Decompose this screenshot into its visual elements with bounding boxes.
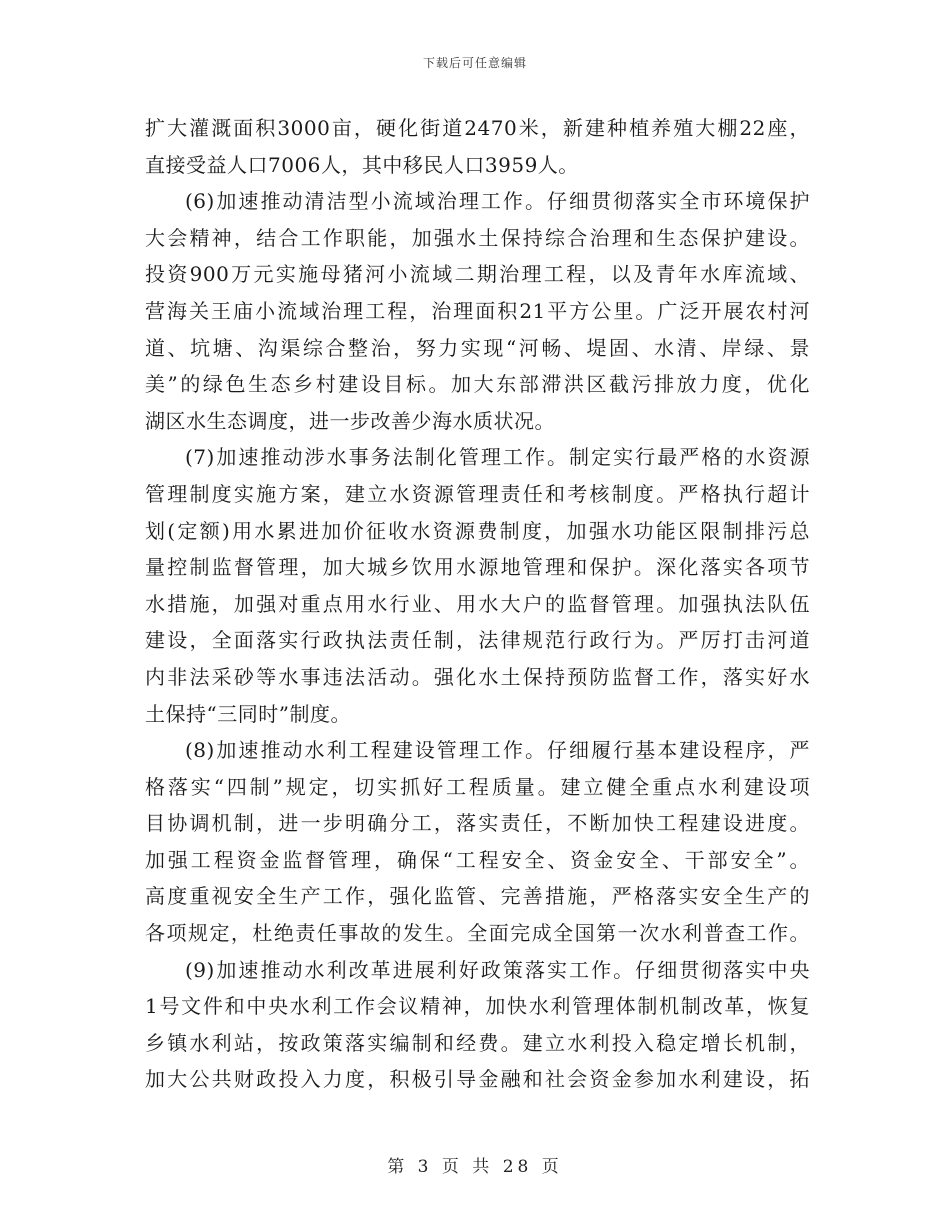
text-line: 量控制监督管理，加大城乡饮用水源地管理和保护。深化落实各项节	[145, 555, 810, 580]
document-body	[145, 110, 810, 1098]
text-line: 格落实“四制”规定，切实抓好工程质量。建立健全重点水利建设项	[145, 774, 810, 799]
text-line: 加强工程资金监督管理，确保“工程安全、资金安全、干部安全”。	[145, 847, 810, 872]
text-line: 湖区水生态调度，进一步改善少海水质状况。	[145, 408, 555, 433]
text-line: 直接受益人口7006人，其中移民人口3959人。	[145, 152, 579, 177]
text-line: 划(定额)用水累进加价征收水资源费制度，加强水功能区限制排污总	[145, 518, 810, 543]
page-header: 下载后可任意编辑	[422, 56, 527, 70]
text-line: 水措施，加强对重点用水行业、用水大户的监督管理。加强执法队伍	[145, 591, 810, 616]
text-line: 美”的绿色生态乡村建设目标。加大东部滞洪区截污排放力度，优化	[145, 372, 810, 397]
text-line: 道、坑塘、沟渠综合整治，努力实现“河畅、堤固、水清、岸绿、景	[145, 335, 810, 360]
text-line: (7)加速推动涉水事务法制化管理工作。制定实行最严格的水资源	[185, 445, 810, 470]
text-line: 管理制度实施方案，建立水资源管理责任和考核制度。严格执行超计	[145, 481, 810, 506]
text-line: 内非法采砂等水事违法活动。强化水土保持预防监督工作，落实好水	[145, 664, 810, 689]
text-line: 投资900万元实施母猪河小流域二期治理工程，以及青年水库流域、	[145, 262, 810, 287]
text-line: 营海关王庙小流域治理工程，治理面积21平方公里。广泛开展农村河	[145, 298, 810, 323]
page-footer: 第 3 页 共 28 页	[387, 1157, 563, 1177]
text-line: 各项规定，杜绝责任事故的发生。全面完成全国第一次水利普查工作。	[145, 921, 810, 946]
text-line: 土保持“三同时”制度。	[145, 701, 351, 726]
text-line: (8)加速推动水利工程建设管理工作。仔细履行基本建设程序，严	[185, 738, 810, 763]
text-line: 加大公共财政投入力度，积极引导金融和社会资金参加水利建设，拓	[145, 1067, 810, 1092]
text-line: 大会精神，结合工作职能，加强水土保持综合治理和生态保护建设。	[145, 225, 810, 250]
text-line: 建设，全面落实行政执法责任制，法律规范行政行为。严厉打击河道	[145, 628, 810, 653]
text-line: (9)加速推动水利改革进展利好政策落实工作。仔细贯彻落实中央	[185, 957, 810, 982]
text-line: 目协调机制，进一步明确分工，落实责任，不断加快工程建设进度。	[145, 811, 810, 836]
text-line: 高度重视安全生产工作，强化监管、完善措施，严格落实安全生产的	[145, 884, 810, 909]
text-line: (6)加速推动清洁型小流域治理工作。仔细贯彻落实全市环境保护	[185, 189, 810, 214]
text-line: 乡镇水利站，按政策落实编制和经费。建立水利投入稳定增长机制，	[145, 1030, 810, 1055]
text-line: 扩大灌溉面积3000亩，硬化街道2470米，新建种植养殖大棚22座，	[145, 116, 810, 140]
text-line: 1号文件和中央水利工作会议精神，加快水利管理体制机制改革，恢复	[145, 994, 810, 1019]
